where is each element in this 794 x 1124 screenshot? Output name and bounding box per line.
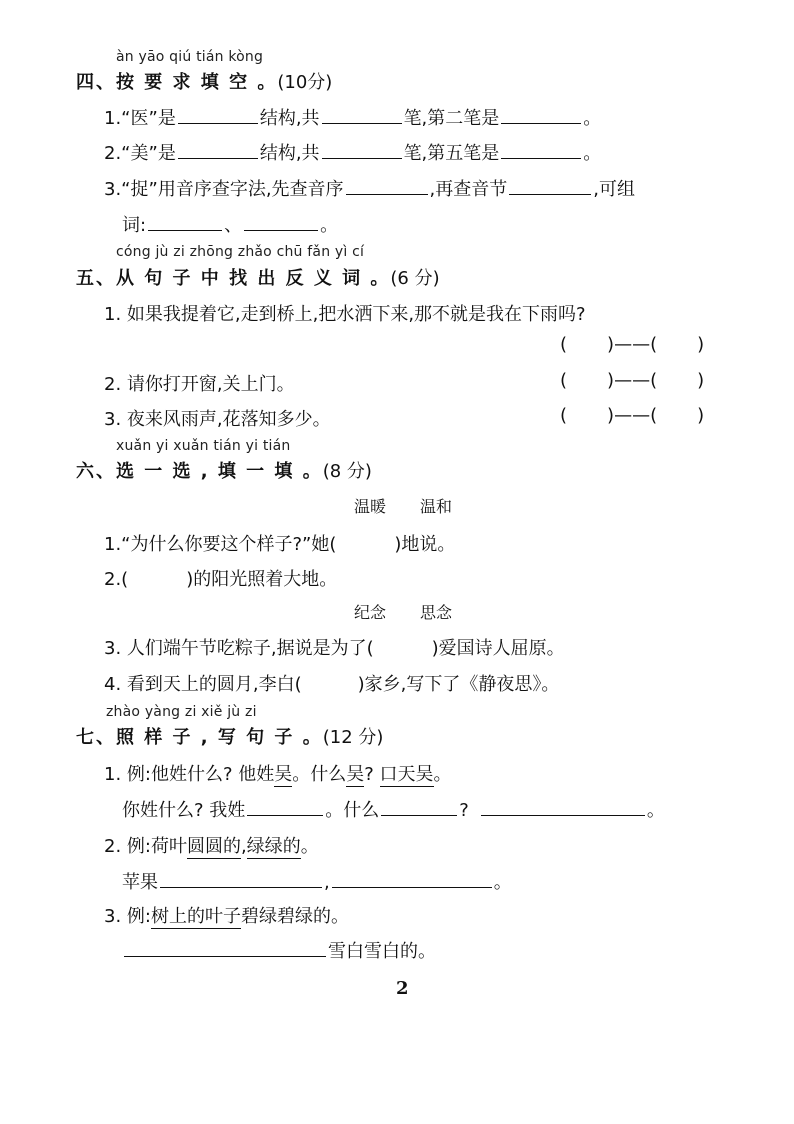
sec6-options-2 bbox=[354, 600, 452, 623]
pair-dash: —— bbox=[614, 370, 651, 391]
antonym-pair-3 bbox=[560, 405, 704, 426]
sec5-pinyin: cóng jù zi zhōng zhǎo chū fǎn yì cí bbox=[116, 244, 365, 260]
sec4-q1-text-a: 1.“医”是 bbox=[104, 108, 176, 129]
sec7-ex3-text-c: 碧绿碧绿的。 bbox=[240, 906, 349, 927]
sec6-q1-text-b: )地说。 bbox=[394, 534, 456, 555]
sec6-q3-text-b: )爱国诗人屈原。 bbox=[431, 638, 565, 659]
answer-blank[interactable] bbox=[322, 140, 402, 159]
sec6-title bbox=[76, 457, 372, 483]
sec4-q3-text-d: 词: bbox=[122, 215, 147, 236]
answer-blank[interactable] bbox=[481, 797, 645, 816]
sec6-q4-text-a: 4. 看到天上的圆月,李白( bbox=[104, 674, 302, 695]
answer-blank[interactable] bbox=[160, 869, 322, 888]
sec4-q1-text-b: 结构,共 bbox=[259, 108, 320, 129]
sec4-q3-text-e: 、 bbox=[224, 215, 243, 236]
option-word: 纪念 bbox=[354, 603, 387, 622]
sec4-q2-text-d: 。 bbox=[583, 143, 602, 164]
sec7-ex2-text-c: , bbox=[240, 836, 247, 857]
paren-open: ( bbox=[650, 405, 658, 426]
sec5-q1: 1. 如果我提着它,走到桥上,把水洒下来,那不就是我在下雨吗? bbox=[104, 304, 586, 325]
antonym-pair-2 bbox=[560, 370, 704, 391]
sec4-q2-text-c: 笔,第五笔是 bbox=[403, 143, 500, 164]
sec6-q4 bbox=[104, 670, 559, 696]
answer-blank[interactable] bbox=[124, 938, 326, 957]
sec7-ex2-ans-text-b: , bbox=[324, 872, 330, 893]
sec7-score: (12 分) bbox=[322, 727, 384, 748]
sec4-q2-text-b: 结构,共 bbox=[259, 143, 320, 164]
sec7-title-text: 七、照 样 子 , 写 句 子 。 bbox=[76, 727, 323, 748]
paren-open: ( bbox=[650, 370, 658, 391]
sec5-score: (6 分) bbox=[390, 268, 440, 289]
sec6-q4-text-b: )家乡,写下了《静夜思》。 bbox=[357, 674, 560, 695]
answer-blank[interactable] bbox=[247, 797, 323, 816]
paren-open: ( bbox=[560, 370, 568, 391]
sec4-q3-text-b: ,再查音节 bbox=[429, 179, 508, 200]
sec4-pinyin: àn yāo qiú tián kòng bbox=[116, 49, 264, 65]
underlined-word: 圆圆的 bbox=[186, 836, 241, 857]
answer-blank[interactable] bbox=[509, 176, 591, 195]
page-number: 2 bbox=[396, 978, 409, 999]
answer-blank[interactable] bbox=[178, 140, 258, 159]
answer-blank[interactable] bbox=[322, 105, 402, 124]
sec7-ex1 bbox=[104, 760, 452, 786]
underlined-word: 吴 bbox=[346, 764, 365, 785]
sec4-q3-text-a: 3.“捉”用音序查字法,先查音序 bbox=[104, 179, 344, 200]
sec6-score: (8 分) bbox=[322, 461, 372, 482]
sec7-ex3-ans-text-a: 雪白雪白的。 bbox=[328, 941, 436, 962]
answer-blank[interactable] bbox=[501, 105, 581, 124]
sec5-title-text: 五、从 句 子 中 找 出 反 义 词 。 bbox=[76, 268, 391, 289]
sec4-title-text: 四、按 要 求 填 空 。 bbox=[76, 72, 278, 93]
sec7-ex1-ans-text-b: 。什么 bbox=[325, 800, 380, 821]
pair-dash: —— bbox=[614, 405, 651, 426]
sec7-ex3-answer bbox=[122, 937, 436, 963]
paren-open: ( bbox=[560, 334, 568, 355]
sec6-q2-text-b: )的阳光照着大地。 bbox=[186, 569, 338, 590]
paren-close: ) bbox=[697, 334, 705, 355]
paren-close: ) bbox=[697, 405, 705, 426]
sec7-title bbox=[76, 723, 383, 749]
option-word: 温和 bbox=[420, 497, 453, 516]
sec4-q2 bbox=[104, 139, 601, 165]
answer-blank[interactable] bbox=[178, 105, 258, 124]
sec4-q1-text-d: 。 bbox=[583, 108, 602, 129]
sec4-q3-text-f: 。 bbox=[320, 215, 339, 236]
paren-close: ) bbox=[607, 334, 615, 355]
sec6-q1-text-a: 1.“为什么你要这个样子?”她( bbox=[104, 534, 337, 555]
sec6-q3 bbox=[104, 634, 565, 660]
sec4-q1 bbox=[104, 104, 601, 130]
sec7-ex2-text-e: 。 bbox=[300, 836, 319, 857]
answer-blank[interactable] bbox=[381, 797, 457, 816]
sec7-ex1-ans-text-c: ? bbox=[459, 800, 469, 821]
answer-blank[interactable] bbox=[148, 212, 222, 231]
underlined-word: 绿绿的 bbox=[246, 836, 301, 857]
underlined-word: 树上的叶子 bbox=[150, 906, 241, 927]
paren-close: ) bbox=[607, 370, 615, 391]
sec7-ex2-text-a: 2. 例:荷叶 bbox=[104, 836, 187, 857]
sec4-q3 bbox=[104, 175, 635, 201]
paren-open: ( bbox=[560, 405, 568, 426]
sec7-ex3-text-a: 3. 例: bbox=[104, 906, 151, 927]
pair-dash: —— bbox=[614, 334, 651, 355]
sec7-ex1-text-a: 1. 例:他姓什么? 他姓 bbox=[104, 764, 275, 785]
sec6-options-1 bbox=[354, 494, 452, 517]
sec7-ex1-text-c: 。什么 bbox=[292, 764, 347, 785]
sec7-ex1-ans-text-a: 你姓什么? 我姓 bbox=[122, 800, 246, 821]
sec6-q1 bbox=[104, 530, 455, 556]
sec4-score: (10分) bbox=[277, 72, 333, 93]
sec6-title-text: 六、选 一 选 , 填 一 填 。 bbox=[76, 461, 323, 482]
paren-open: ( bbox=[650, 334, 658, 355]
antonym-pair-1 bbox=[560, 334, 704, 355]
sec4-title bbox=[76, 68, 332, 94]
underlined-word: 吴 bbox=[274, 764, 293, 785]
sec4-q1-text-c: 笔,第二笔是 bbox=[403, 108, 500, 129]
underlined-word: 口天吴 bbox=[379, 764, 434, 785]
sec6-pinyin: xuǎn yi xuǎn tián yi tián bbox=[116, 438, 291, 454]
sec7-ex2-ans-text-a: 苹果 bbox=[122, 872, 158, 893]
paren-close: ) bbox=[697, 370, 705, 391]
sec7-ex1-answer bbox=[122, 796, 665, 822]
sec5-q2: 2. 请你打开窗,关上门。 bbox=[104, 374, 295, 395]
sec6-q2-text-a: 2.( bbox=[104, 569, 129, 590]
sec7-ex3 bbox=[104, 902, 349, 928]
sec4-q3-cont bbox=[122, 211, 338, 237]
sec7-ex2-answer bbox=[122, 868, 512, 894]
option-word: 思念 bbox=[420, 603, 453, 622]
sec7-ex1-text-g: 。 bbox=[433, 764, 452, 785]
sec5-title bbox=[76, 264, 440, 290]
sec5-q3: 3. 夜来风雨声,花落知多少。 bbox=[104, 409, 331, 430]
sec4-q2-text-a: 2.“美”是 bbox=[104, 143, 176, 164]
sec7-pinyin: zhào yàng zi xiě jù zi bbox=[106, 704, 257, 720]
sec7-ex2 bbox=[104, 832, 319, 858]
paren-close: ) bbox=[607, 405, 615, 426]
answer-blank[interactable] bbox=[244, 212, 318, 231]
answer-blank[interactable] bbox=[501, 140, 581, 159]
sec7-ex1-ans-text-d: 。 bbox=[646, 800, 665, 821]
sec6-q3-text-a: 3. 人们端午节吃粽子,据说是为了( bbox=[104, 638, 374, 659]
sec4-q3-text-c: ,可组 bbox=[593, 179, 636, 200]
option-word: 温暖 bbox=[354, 497, 387, 516]
answer-blank[interactable] bbox=[332, 869, 492, 888]
sec6-q2 bbox=[104, 565, 337, 591]
answer-blank[interactable] bbox=[346, 176, 428, 195]
sec7-ex2-ans-text-c: 。 bbox=[493, 872, 512, 893]
sec7-ex1-text-e: ? bbox=[364, 764, 380, 785]
